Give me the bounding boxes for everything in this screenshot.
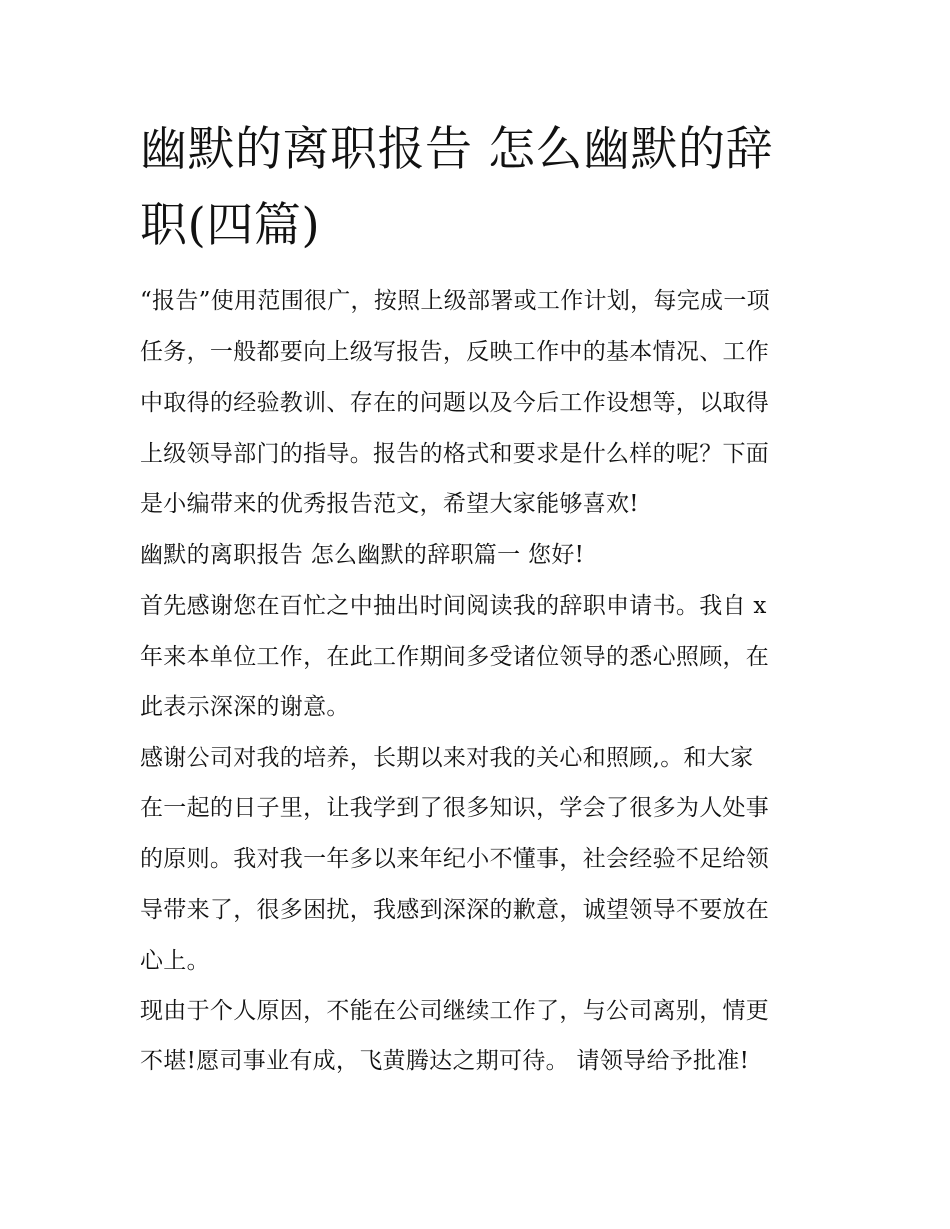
paragraph-line: 任务，一般都要向上级写报告，反映工作中的基本情况、工作 xyxy=(140,339,770,365)
paragraph-line: 心上。 xyxy=(140,948,210,974)
paragraph-line: 不堪!愿司事业有成，飞黄腾达之期可待。 请领导给予批准! xyxy=(140,1048,750,1074)
paragraph-line: 在一起的日子里，让我学到了很多知识，学会了很多为人处事 xyxy=(140,795,770,821)
paragraph-line: 是小编带来的优秀报告范文，希望大家能够喜欢! xyxy=(140,491,639,517)
paragraph-line: 感谢公司对我的培养，长期以来对我的关心和照顾,。和大家 xyxy=(140,745,754,771)
paragraph-line: 首先感谢您在百忙之中抽出时间阅读我的辞职申请书。我自 x xyxy=(140,593,767,619)
document-title xyxy=(140,112,820,264)
paragraph-line: 的原则。我对我一年多以来年纪小不懂事，社会经验不足给领 xyxy=(140,846,770,872)
paragraph-line: 中取得的经验教训、存在的问题以及今后工作设想等，以取得 xyxy=(140,390,770,416)
paragraph-line: 年来本单位工作，在此工作期间多受诸位领导的悉心照顾，在 xyxy=(140,644,770,670)
section-heading-line: 幽默的离职报告 怎么幽默的辞职篇一 您好! xyxy=(140,542,585,568)
paragraph-line: 此表示深深的谢意。 xyxy=(140,694,350,720)
paragraph-line: “报告”使用范围很广，按照上级部署或工作计划，每完成一项 xyxy=(140,288,770,314)
paragraph-line: 导带来了，很多困扰，我感到深深的歉意，诚望领导不要放在 xyxy=(140,897,770,923)
title-line: 幽默的离职报告 怎么幽默的辞 xyxy=(140,122,773,177)
title-line: 职(四篇) xyxy=(140,198,321,253)
paragraph-line: 上级领导部门的指导。报告的格式和要求是什么样的呢？下面 xyxy=(140,441,770,467)
paragraph-line: 现由于个人原因，不能在公司继续工作了，与公司离别，情更 xyxy=(140,998,770,1024)
